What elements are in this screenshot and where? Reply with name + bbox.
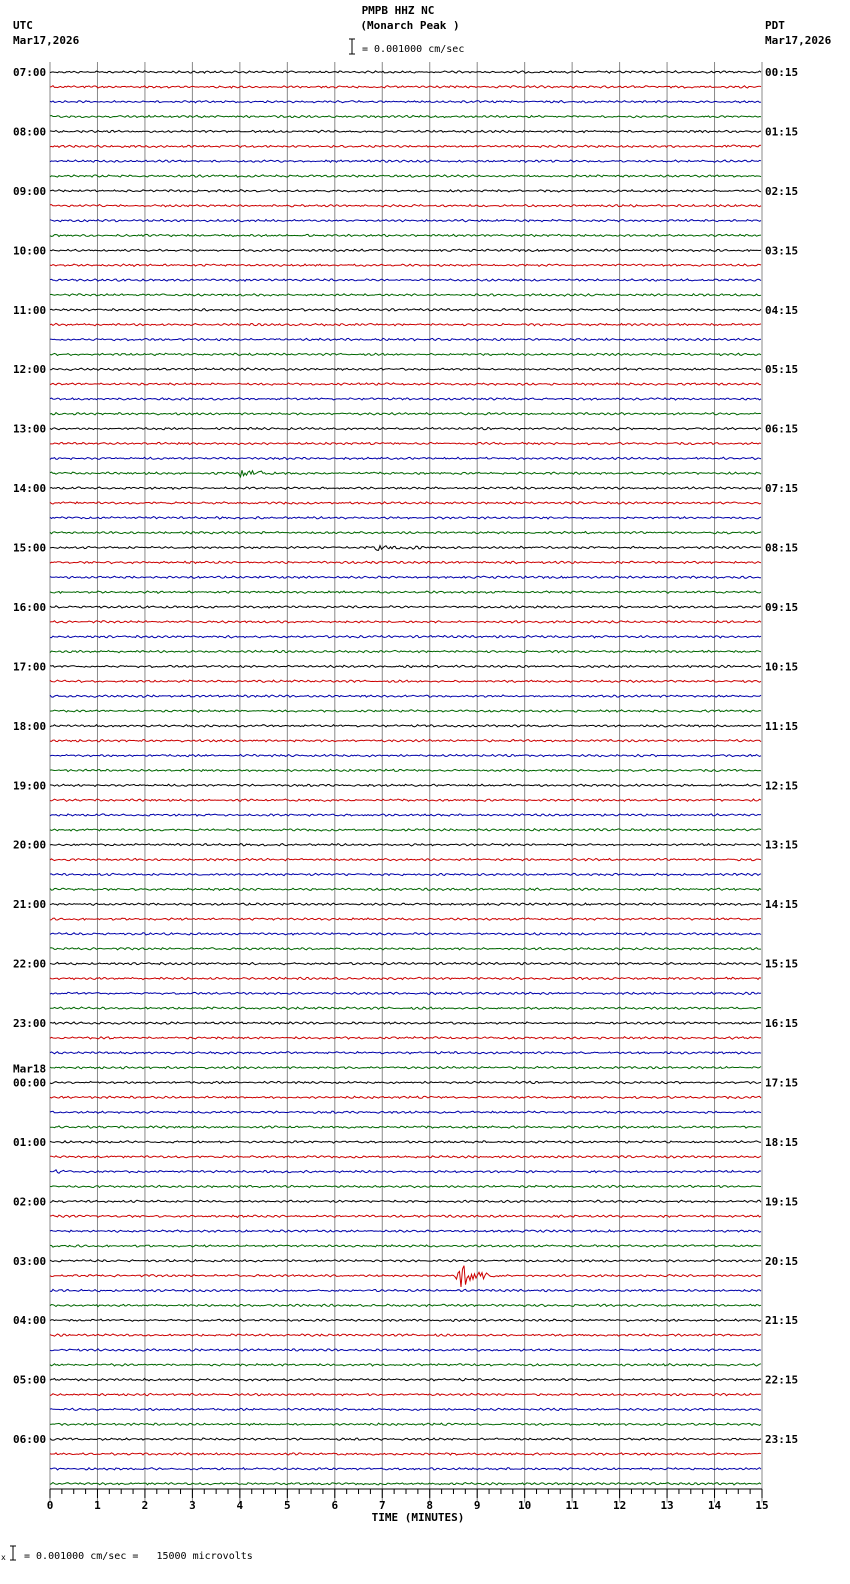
trace-line xyxy=(50,829,761,831)
trace-line xyxy=(50,680,761,682)
trace-line xyxy=(50,517,761,519)
trace-line xyxy=(50,220,761,222)
trace-line xyxy=(50,1170,761,1174)
utc-hour-label: 19:00 xyxy=(13,779,47,793)
trace-line xyxy=(50,621,761,623)
utc-date-label: Mar17,2026 xyxy=(13,34,80,47)
trace-line xyxy=(50,740,761,742)
pdt-hour-label: 07:15 xyxy=(765,482,799,496)
svg-text:x: x xyxy=(1,1553,6,1562)
trace-line xyxy=(50,1304,761,1306)
trace-line xyxy=(50,234,761,236)
trace-line xyxy=(50,353,761,355)
x-tick-label: 5 xyxy=(284,1499,291,1512)
pdt-hour-label: 11:15 xyxy=(765,719,799,733)
pdt-hour-label: 00:15 xyxy=(765,66,799,79)
pdt-hour-label: 09:15 xyxy=(765,600,799,614)
x-axis xyxy=(47,1489,769,1512)
trace-line xyxy=(50,918,761,920)
trace-line xyxy=(50,665,761,667)
utc-hour-label: 11:00 xyxy=(13,303,47,317)
trace-line xyxy=(50,205,761,207)
station-location: (Monarch Peak ) xyxy=(360,19,460,32)
trace-line xyxy=(50,1066,761,1068)
trace-line xyxy=(50,71,761,73)
trace-line xyxy=(50,992,761,994)
trace-line xyxy=(50,470,761,477)
utc-hour-label: 16:00 xyxy=(13,600,47,614)
trace-line xyxy=(50,1453,761,1455)
trace-line xyxy=(50,591,761,593)
x-axis-label: TIME (MINUTES) xyxy=(371,1511,465,1524)
trace-line xyxy=(50,175,761,177)
trace-line xyxy=(50,948,761,950)
pdt-date-label: Mar17,2026 xyxy=(765,34,832,47)
pdt-hour-label: 12:15 xyxy=(765,779,799,793)
x-tick-label: 9 xyxy=(473,1499,481,1512)
utc-hour-label: 13:00 xyxy=(13,422,47,436)
pdt-zone-label: PDT xyxy=(765,19,785,32)
trace-line xyxy=(50,1260,761,1262)
trace-line xyxy=(50,413,761,415)
trace-line xyxy=(50,502,761,504)
utc-hour-label: 05:00 xyxy=(13,1373,47,1387)
x-tick-label: 3 xyxy=(189,1499,196,1512)
x-tick-label: 15 xyxy=(755,1499,769,1512)
trace-line xyxy=(50,814,761,816)
x-tick-label: 13 xyxy=(660,1499,674,1512)
pdt-hour-label: 01:15 xyxy=(765,125,799,139)
pdt-hour-label: 19:15 xyxy=(765,1195,799,1209)
pdt-hour-label: 16:15 xyxy=(765,1017,799,1031)
x-tick-label: 6 xyxy=(331,1499,339,1512)
utc-hour-label: 00:00 xyxy=(13,1076,47,1090)
x-tick-label: 1 xyxy=(94,1499,101,1512)
trace-line xyxy=(50,933,761,935)
trace-line xyxy=(50,1483,761,1485)
utc-hour-label: 12:00 xyxy=(13,363,47,377)
trace-line xyxy=(50,1185,761,1187)
trace-line xyxy=(50,754,761,756)
utc-hour-label: 04:00 xyxy=(13,1314,47,1328)
trace-line xyxy=(50,1334,761,1336)
utc-hour-label: 10:00 xyxy=(13,244,47,258)
pdt-hour-label: 20:15 xyxy=(765,1254,799,1268)
pdt-hour-label: 17:15 xyxy=(765,1076,799,1090)
trace-line xyxy=(50,101,761,103)
x-tick-label: 7 xyxy=(378,1499,386,1512)
x-tick-label: 14 xyxy=(707,1499,722,1512)
trace-line xyxy=(50,636,761,638)
scale-bar-icon xyxy=(349,39,355,54)
x-tick-label: 8 xyxy=(426,1499,434,1512)
trace-line xyxy=(50,799,761,801)
trace-line xyxy=(50,323,761,325)
pdt-hour-labels xyxy=(765,66,798,1446)
pdt-hour-label: 15:15 xyxy=(765,957,799,971)
trace-line xyxy=(50,130,761,132)
utc-hour-label: 15:00 xyxy=(13,541,47,555)
utc-hour-label: 23:00 xyxy=(13,1017,47,1031)
x-tick-label: 0 xyxy=(46,1499,54,1512)
pdt-hour-label: 13:15 xyxy=(765,838,799,852)
trace-line xyxy=(50,606,761,608)
trace-line xyxy=(50,873,761,875)
x-tick-label: 12 xyxy=(612,1499,627,1512)
utc-zone-label: UTC xyxy=(13,19,33,32)
pdt-hour-label: 18:15 xyxy=(765,1135,799,1149)
trace-line xyxy=(50,1245,761,1247)
utc-hour-label: 06:00 xyxy=(13,1433,47,1447)
pdt-hour-label: 02:15 xyxy=(765,184,799,198)
trace-group xyxy=(50,71,761,1485)
utc-hour-label: 02:00 xyxy=(13,1195,47,1209)
trace-line xyxy=(50,86,761,88)
trace-line xyxy=(50,1081,761,1083)
trace-line xyxy=(50,1438,761,1440)
trace-line xyxy=(50,1200,761,1202)
trace-line xyxy=(50,1096,761,1098)
trace-line xyxy=(50,160,761,162)
x-tick-label: 2 xyxy=(141,1499,149,1512)
trace-line xyxy=(50,695,761,697)
trace-line xyxy=(50,903,761,905)
station-title: PMPB HHZ NC xyxy=(361,4,435,17)
pdt-hour-label: 05:15 xyxy=(765,363,799,377)
trace-line xyxy=(50,115,761,117)
trace-line xyxy=(50,977,761,979)
trace-line xyxy=(50,1468,761,1470)
utc-hour-label: 07:00 xyxy=(13,66,47,79)
trace-line xyxy=(50,784,761,786)
trace-line xyxy=(50,1111,761,1113)
trace-line xyxy=(50,1423,761,1425)
trace-line xyxy=(50,1215,761,1217)
pdt-hour-label: 10:15 xyxy=(765,660,799,674)
trace-line xyxy=(50,368,761,370)
pdt-hour-label: 04:15 xyxy=(765,303,799,317)
pdt-hour-label: 21:15 xyxy=(765,1314,799,1328)
trace-line xyxy=(50,279,761,281)
trace-line xyxy=(50,725,761,727)
trace-line xyxy=(50,264,761,266)
trace-line xyxy=(50,1379,761,1381)
trace-line xyxy=(50,1156,761,1158)
pdt-hour-label: 08:15 xyxy=(765,541,799,555)
date-change-label: Mar18 xyxy=(13,1062,47,1076)
trace-line xyxy=(50,338,761,340)
trace-line xyxy=(50,844,761,846)
utc-hour-label: 21:00 xyxy=(13,898,47,912)
trace-line xyxy=(50,1052,761,1054)
trace-line xyxy=(50,858,761,860)
trace-line xyxy=(50,190,761,192)
trace-line xyxy=(50,1126,761,1128)
trace-line xyxy=(50,427,761,429)
trace-line xyxy=(50,145,761,148)
footer-scale-note: = 0.001000 cm/sec = 15000 microvolts xyxy=(24,1551,253,1562)
trace-line xyxy=(50,398,761,400)
trace-line xyxy=(50,576,761,578)
pdt-hour-label: 23:15 xyxy=(765,1433,799,1447)
utc-hour-label: 09:00 xyxy=(13,184,47,198)
trace-line xyxy=(50,1266,761,1287)
pdt-hour-label: 22:15 xyxy=(765,1373,799,1387)
trace-line xyxy=(50,561,761,563)
trace-line xyxy=(50,962,761,964)
trace-line xyxy=(50,1289,761,1291)
trace-line xyxy=(50,1022,761,1024)
trace-line xyxy=(50,546,761,551)
trace-line xyxy=(50,888,761,890)
trace-line xyxy=(50,1393,761,1395)
trace-line xyxy=(50,487,761,489)
trace-line xyxy=(50,249,761,251)
trace-line xyxy=(50,1349,761,1351)
pdt-hour-label: 03:15 xyxy=(765,244,799,258)
trace-line xyxy=(50,769,761,771)
utc-hour-label: 20:00 xyxy=(13,838,47,852)
utc-hour-label: 08:00 xyxy=(13,125,47,139)
trace-line xyxy=(50,1007,761,1009)
footer-scale-icon xyxy=(1,1546,16,1562)
trace-line xyxy=(50,294,761,296)
trace-line xyxy=(50,442,761,444)
trace-line xyxy=(50,1230,761,1232)
trace-line xyxy=(50,1037,761,1039)
utc-hour-label: 17:00 xyxy=(13,660,47,674)
trace-line xyxy=(50,309,761,311)
trace-line xyxy=(50,457,761,459)
minute-grid xyxy=(50,62,762,1503)
trace-line xyxy=(50,710,761,712)
trace-line xyxy=(50,532,761,534)
trace-line xyxy=(50,383,761,385)
scale-label: = 0.001000 cm/sec xyxy=(362,44,465,55)
utc-hour-labels xyxy=(13,66,46,1446)
utc-hour-label: 22:00 xyxy=(13,957,47,971)
x-tick-label: 10 xyxy=(518,1499,532,1512)
pdt-hour-label: 14:15 xyxy=(765,898,799,912)
utc-hour-label: 18:00 xyxy=(13,719,47,733)
trace-line xyxy=(50,1141,761,1143)
trace-line xyxy=(50,1364,761,1366)
trace-line xyxy=(50,1319,761,1321)
pdt-hour-label: 06:15 xyxy=(765,422,799,436)
utc-hour-label: 01:00 xyxy=(13,1135,47,1149)
utc-hour-label: 14:00 xyxy=(13,482,47,496)
x-tick-label: 4 xyxy=(236,1499,244,1512)
x-tick-label: 11 xyxy=(565,1499,579,1512)
trace-line xyxy=(50,650,761,652)
trace-line xyxy=(50,1408,761,1410)
utc-hour-label: 03:00 xyxy=(13,1254,47,1268)
